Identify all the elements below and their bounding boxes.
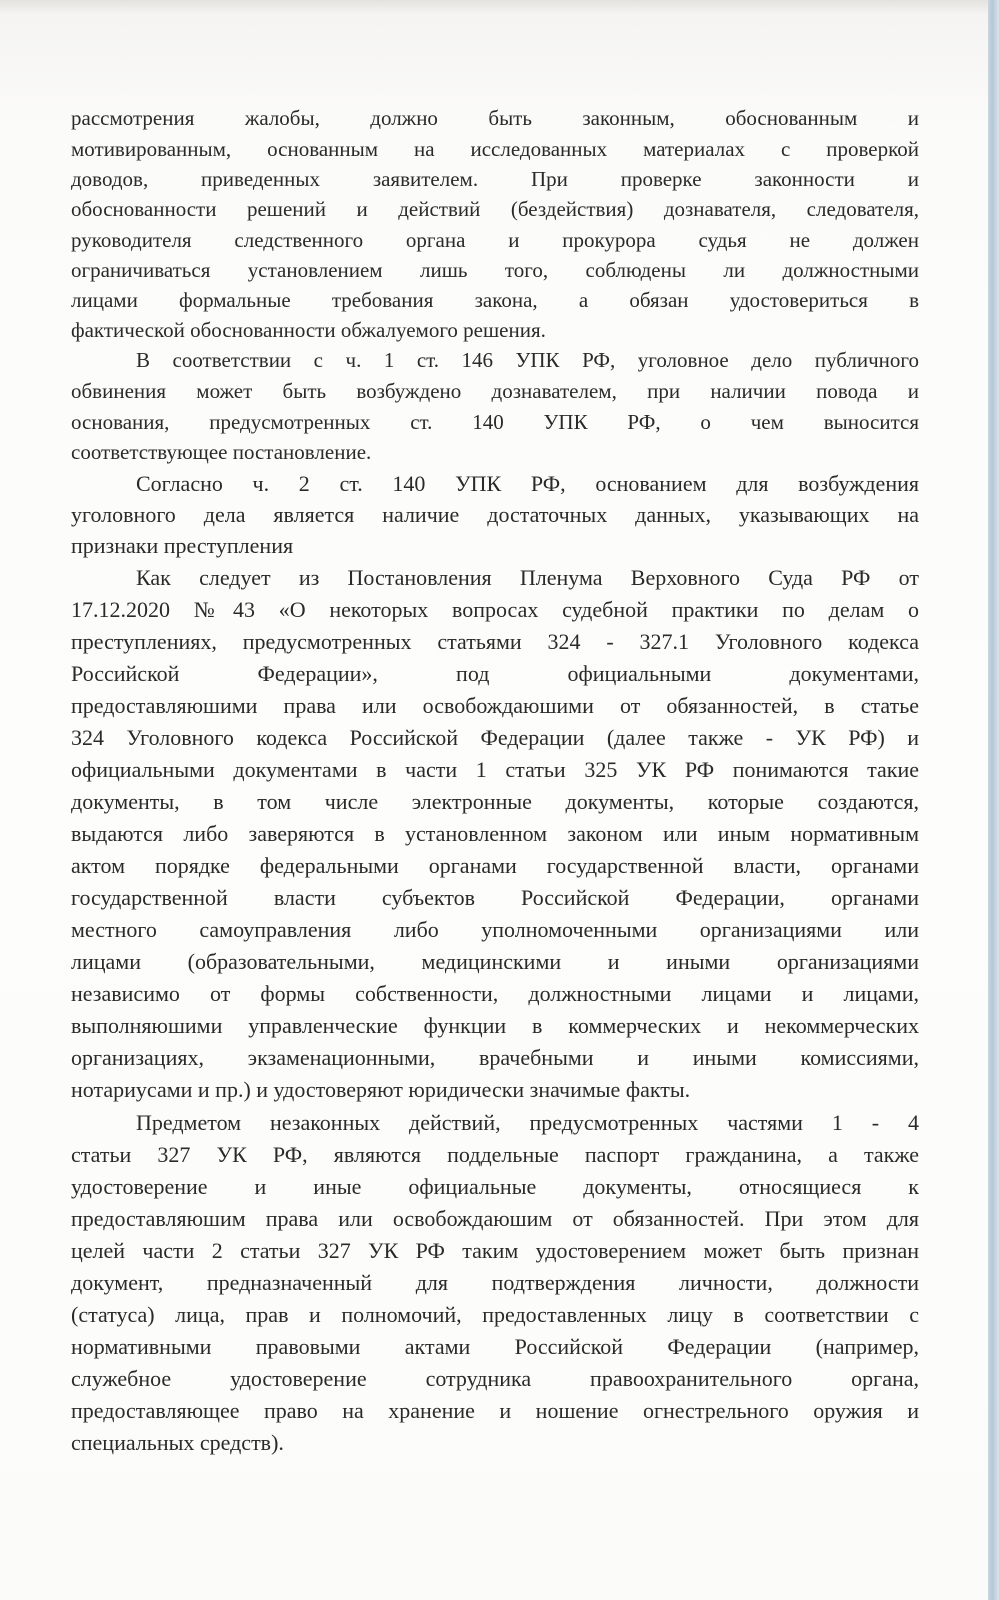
text-line: целей части 2 статьи 327 УК РФ таким удостоверением может быть признан (71, 1238, 919, 1263)
text-line: нормативными правовыми актами Российской Федерации (например, (71, 1334, 919, 1359)
paragraph-first-line: Согласно ч. 2 ст. 140 УПК РФ, основанием для возбуждения (136, 471, 919, 496)
page-top-shadow (0, 0, 988, 14)
text-line: лицами формальные требования закона, а обязан удостовериться в (71, 288, 919, 312)
text-line: документ, предназначенный для подтверждения личности, должности (71, 1270, 919, 1295)
text-line: независимо от формы собственности, должностными лицами и лицами, (71, 981, 919, 1006)
text-line: обвинения может быть возбуждено дознавателем, при наличии повода и (71, 379, 919, 403)
text-line: нотариусами и пр.) и удостоверяют юридически значимые факты. (71, 1077, 691, 1102)
text-line: выдаются либо заверяются в установленном законом или иным нормативным (71, 821, 919, 846)
text-line: государственной власти субъектов Российской Федерации, органами (71, 885, 919, 910)
text-line: местного самоуправления либо уполномоченными организациями или (71, 917, 919, 942)
text-line: специальных средств). (71, 1430, 284, 1455)
text-line: уголовного дела является наличие достаточных данных, указывающих на (71, 502, 919, 527)
text-line: служебное удостоверение сотрудника правоохранительного органа, (71, 1366, 919, 1391)
paragraph-first-line: Предметом незаконных действий, предусмотренных частями 1 - 4 (136, 1110, 919, 1135)
text-line: 324 Уголовного кодекса Российской Федерации (далее также - УК РФ) и (71, 725, 919, 750)
text-line: основания, предусмотренных ст. 140 УПК РФ, о чем выносится (71, 410, 919, 434)
text-line: (статуса) лица, прав и полномочий, предоставленных лицу в соответствии с (71, 1302, 919, 1327)
text-line: мотивированным, основанным на исследованных материалах с проверкой (71, 137, 919, 161)
text-line: соответствующее постановление. (71, 440, 372, 464)
paragraph-first-line: В соответствии с ч. 1 ст. 146 УПК РФ, уголовное дело публичного (136, 348, 919, 372)
text-line: выполняюшими управленческие функции в коммерческих и некоммерческих (71, 1013, 919, 1038)
text-line: фактической обоснованности обжалуемого решения. (71, 318, 546, 342)
text-line: преступлениях, предусмотренных статьями 324 - 327.1 Уголовного кодекса (71, 629, 919, 654)
text-line: обоснованности решений и действий (бездействия) дознавателя, следователя, (71, 197, 919, 221)
text-line: предоставляюшим права или освобождаюшим от обязанностей. При этом для (71, 1206, 919, 1231)
text-line: ограничиваться установлением лишь того, соблюдены ли должностными (71, 258, 919, 282)
text-line: лицами (образовательными, медицинскими и иными организациями (71, 949, 919, 974)
text-line: актом порядке федеральными органами государственной власти, органами (71, 853, 919, 878)
text-line: документы, в том числе электронные документы, которые создаются, (71, 789, 919, 814)
text-line: Российской Федерации», под официальными документами, (71, 661, 919, 686)
text-line: удостоверение и иные официальные документы, относящиеся к (71, 1174, 919, 1199)
text-line: рассмотрения жалобы, должно быть законным, обоснованным и (71, 106, 919, 130)
text-line: предоставляющее право на хранение и ношение огнестрельного оружия и (71, 1398, 919, 1423)
text-line: организациях, экзаменационными, врачебными и иными комиссиями, (71, 1045, 919, 1070)
text-line: официальными документами в части 1 статьи 325 УК РФ понимаются такие (71, 757, 919, 782)
paragraph-first-line: Как следует из Постановления Пленума Верховного Суда РФ от (136, 565, 919, 590)
page-edge (988, 0, 999, 1600)
text-line: статьи 327 УК РФ, являются поддельные паспорт гражданина, а также (71, 1142, 919, 1167)
text-line: предоставляюшими права или освобождаюшими от обязанностей, в статье (71, 693, 919, 718)
text-line: признаки преступления (71, 533, 294, 558)
text-line: руководителя следственного органа и прокурора судья не должен (71, 228, 919, 252)
text-line: 17.12.2020 №43 «О некоторых вопросах судебной практики по делам о (71, 597, 919, 622)
text-line: доводов, приведенных заявителем. При проверке законности и (71, 167, 919, 191)
